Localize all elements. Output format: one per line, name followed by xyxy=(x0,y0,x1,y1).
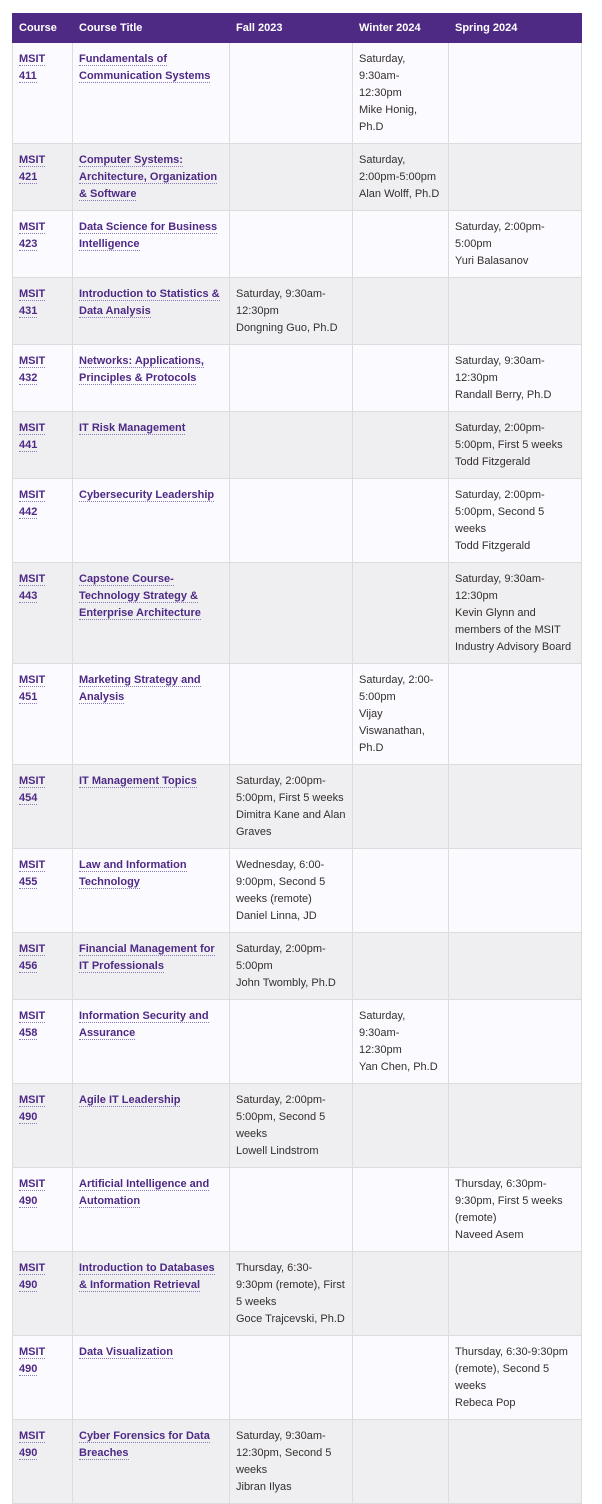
course-title-link[interactable]: Agile IT Leadership xyxy=(79,1094,181,1106)
schedule-time: Saturday, 2:00pm-5:00pm, First 5 weeks xyxy=(455,422,563,451)
winter-2024-cell xyxy=(353,211,449,278)
schedule-time: Saturday, 2:00-5:00pm xyxy=(359,674,434,703)
course-title-link[interactable]: Computer Systems: Architecture, Organization & Software xyxy=(79,154,218,200)
course-code-cell xyxy=(13,345,73,412)
table-row xyxy=(13,849,582,933)
course-title-cell xyxy=(73,278,230,345)
course-title-link[interactable]: Introduction to Databases & Information Retrieval xyxy=(79,1262,215,1291)
spring-2024-cell xyxy=(449,144,582,211)
winter-2024-cell xyxy=(353,345,449,412)
instructor-name: Kevin Glynn and members of the MSIT Industry Advisory Board xyxy=(455,607,572,653)
instructor-name: Yan Chen, Ph.D xyxy=(359,1061,438,1073)
course-title-link[interactable]: Law and Information Technology xyxy=(79,859,187,888)
course-code-link[interactable]: MSIT 490 xyxy=(19,1178,46,1207)
header-course-title: Course Title xyxy=(73,14,230,43)
course-code-link[interactable]: MSIT 454 xyxy=(19,775,46,804)
table-row xyxy=(13,144,582,211)
course-code-link[interactable]: MSIT 441 xyxy=(19,422,46,451)
spring-2024-cell xyxy=(449,1084,582,1168)
spring-2024-cell xyxy=(449,1168,582,1252)
table-row xyxy=(13,479,582,563)
instructor-name: Dimitra Kane and Alan Graves xyxy=(236,809,346,838)
winter-2024-cell xyxy=(353,1000,449,1084)
spring-2024-cell xyxy=(449,664,582,765)
table-row xyxy=(13,43,582,144)
course-title-cell xyxy=(73,1000,230,1084)
schedule-time: Wednesday, 6:00-9:00pm, Second 5 weeks (remote) xyxy=(236,859,326,905)
course-code-link[interactable]: MSIT 451 xyxy=(19,674,46,703)
table-row xyxy=(13,211,582,278)
course-title-link[interactable]: Networks: Applications, Principles & Protocols xyxy=(79,355,204,384)
table-row xyxy=(13,345,582,412)
fall-2023-cell xyxy=(230,1336,353,1420)
fall-2023-cell xyxy=(230,1420,353,1504)
winter-2024-cell xyxy=(353,479,449,563)
course-code-cell xyxy=(13,211,73,278)
instructor-name: Alan Wolff, Ph.D xyxy=(359,188,440,200)
winter-2024-cell xyxy=(353,278,449,345)
schedule-time: Saturday, 9:30am-12:30pm, Second 5 weeks xyxy=(236,1430,332,1476)
fall-2023-cell xyxy=(230,479,353,563)
instructor-name: Todd Fitzgerald xyxy=(455,540,531,552)
course-code-link[interactable]: MSIT 458 xyxy=(19,1010,46,1039)
course-title-cell xyxy=(73,1084,230,1168)
course-code-cell xyxy=(13,849,73,933)
course-code-cell xyxy=(13,479,73,563)
course-title-cell xyxy=(73,345,230,412)
course-code-cell xyxy=(13,664,73,765)
course-title-cell xyxy=(73,479,230,563)
course-title-cell xyxy=(73,849,230,933)
spring-2024-cell xyxy=(449,1420,582,1504)
spring-2024-cell xyxy=(449,933,582,1000)
course-code-link[interactable]: MSIT 455 xyxy=(19,859,46,888)
spring-2024-cell xyxy=(449,1336,582,1420)
instructor-name: Goce Trajcevski, Ph.D xyxy=(236,1313,345,1325)
course-code-link[interactable]: MSIT 423 xyxy=(19,221,46,250)
schedule-time: Saturday, 9:30am-12:30pm xyxy=(455,573,545,602)
course-code-link[interactable]: MSIT 432 xyxy=(19,355,46,384)
instructor-name: Dongning Guo, Ph.D xyxy=(236,322,338,334)
course-title-link[interactable]: Marketing Strategy and Analysis xyxy=(79,674,201,703)
schedule-time: Saturday, 9:30am-12:30pm xyxy=(236,288,326,317)
fall-2023-cell xyxy=(230,563,353,664)
course-title-link[interactable]: Data Visualization xyxy=(79,1346,173,1358)
course-title-link[interactable]: Financial Management for IT Professionals xyxy=(79,943,215,972)
course-title-cell xyxy=(73,933,230,1000)
course-title-cell xyxy=(73,412,230,479)
course-title-link[interactable]: Artificial Intelligence and Automation xyxy=(79,1178,210,1207)
winter-2024-cell xyxy=(353,144,449,211)
spring-2024-cell xyxy=(449,412,582,479)
course-code-link[interactable]: MSIT 490 xyxy=(19,1094,46,1123)
schedule-time: Saturday, 2:00pm-5:00pm xyxy=(236,943,326,972)
instructor-name: Naveed Asem xyxy=(455,1229,524,1241)
fall-2023-cell xyxy=(230,278,353,345)
table-row xyxy=(13,1084,582,1168)
course-title-cell xyxy=(73,765,230,849)
winter-2024-cell xyxy=(353,1336,449,1420)
table-row xyxy=(13,1168,582,1252)
table-body xyxy=(13,43,582,1504)
fall-2023-cell xyxy=(230,849,353,933)
course-title-link[interactable]: IT Management Topics xyxy=(79,775,197,787)
spring-2024-cell xyxy=(449,278,582,345)
winter-2024-cell xyxy=(353,765,449,849)
course-table xyxy=(12,13,582,1504)
instructor-name: Randall Berry, Ph.D xyxy=(455,389,552,401)
table-row xyxy=(13,1000,582,1084)
winter-2024-cell xyxy=(353,849,449,933)
course-title-link[interactable]: Information Security and Assurance xyxy=(79,1010,209,1039)
course-code-link[interactable]: MSIT 456 xyxy=(19,943,46,972)
fall-2023-cell xyxy=(230,664,353,765)
course-title-cell xyxy=(73,664,230,765)
instructor-name: John Twombly, Ph.D xyxy=(236,977,336,989)
spring-2024-cell xyxy=(449,563,582,664)
instructor-name: Rebeca Pop xyxy=(455,1397,516,1409)
course-code-link[interactable]: MSIT 490 xyxy=(19,1346,46,1375)
schedule-time: Thursday, 6:30-9:30pm (remote), First 5 weeks xyxy=(236,1262,345,1308)
fall-2023-cell xyxy=(230,1084,353,1168)
table-row xyxy=(13,1336,582,1420)
course-code-cell xyxy=(13,1336,73,1420)
course-title-cell xyxy=(73,144,230,211)
fall-2023-cell xyxy=(230,412,353,479)
table-row xyxy=(13,1252,582,1336)
instructor-name: Yuri Balasanov xyxy=(455,255,529,267)
course-schedule xyxy=(12,13,581,1504)
schedule-time: Saturday, 9:30am-12:30pm xyxy=(359,1010,406,1056)
header-fall-2023: Fall 2023 xyxy=(230,14,353,43)
course-title-link[interactable]: Cybersecurity Leadership xyxy=(79,489,215,501)
header-course: Course xyxy=(13,14,73,43)
course-code-cell xyxy=(13,43,73,144)
fall-2023-cell xyxy=(230,144,353,211)
header-winter-2024: Winter 2024 xyxy=(353,14,449,43)
winter-2024-cell xyxy=(353,1168,449,1252)
table-row xyxy=(13,278,582,345)
table-row xyxy=(13,765,582,849)
course-title-cell xyxy=(73,43,230,144)
course-code-link[interactable]: MSIT 431 xyxy=(19,288,46,317)
spring-2024-cell xyxy=(449,765,582,849)
course-title-cell xyxy=(73,1420,230,1504)
schedule-time: Thursday, 6:30pm-9:30pm, First 5 weeks (remote) xyxy=(455,1178,563,1224)
table-row xyxy=(13,563,582,664)
spring-2024-cell xyxy=(449,43,582,144)
table-row xyxy=(13,1420,582,1504)
winter-2024-cell xyxy=(353,43,449,144)
winter-2024-cell xyxy=(353,664,449,765)
spring-2024-cell xyxy=(449,849,582,933)
schedule-time: Saturday, 2:00pm-5:00pm, First 5 weeks xyxy=(236,775,344,804)
course-title-link[interactable]: Data Science for Business Intelligence xyxy=(79,221,218,250)
winter-2024-cell xyxy=(353,412,449,479)
winter-2024-cell xyxy=(353,563,449,664)
fall-2023-cell xyxy=(230,345,353,412)
course-code-cell xyxy=(13,1084,73,1168)
course-code-cell xyxy=(13,765,73,849)
spring-2024-cell xyxy=(449,211,582,278)
winter-2024-cell xyxy=(353,1252,449,1336)
course-title-link[interactable]: IT Risk Management xyxy=(79,422,186,434)
instructor-name: Lowell Lindstrom xyxy=(236,1145,319,1157)
table-row xyxy=(13,933,582,1000)
course-code-link[interactable]: MSIT 490 xyxy=(19,1430,46,1459)
fall-2023-cell xyxy=(230,43,353,144)
fall-2023-cell xyxy=(230,1252,353,1336)
course-code-cell xyxy=(13,278,73,345)
winter-2024-cell xyxy=(353,933,449,1000)
schedule-time: Saturday, 9:30am-12:30pm xyxy=(455,355,545,384)
course-title-link[interactable]: Fundamentals of Communication Systems xyxy=(79,53,211,82)
course-code-link[interactable]: MSIT 490 xyxy=(19,1262,46,1291)
table-row xyxy=(13,412,582,479)
winter-2024-cell xyxy=(353,1084,449,1168)
course-title-cell xyxy=(73,1252,230,1336)
schedule-time: Saturday, 2:00pm-5:00pm xyxy=(455,221,545,250)
header-spring-2024: Spring 2024 xyxy=(449,14,582,43)
course-title-link[interactable]: Introduction to Statistics & Data Analysis xyxy=(79,288,220,317)
spring-2024-cell xyxy=(449,1252,582,1336)
spring-2024-cell xyxy=(449,479,582,563)
course-code-cell xyxy=(13,412,73,479)
spring-2024-cell xyxy=(449,1000,582,1084)
course-code-link[interactable]: MSIT 442 xyxy=(19,489,46,518)
fall-2023-cell xyxy=(230,1000,353,1084)
instructor-name: Vijay Viswanathan, Ph.D xyxy=(359,708,425,754)
schedule-time: Saturday, 2:00pm-5:00pm, Second 5 weeks xyxy=(236,1094,326,1140)
course-title-link[interactable]: Cyber Forensics for Data Breaches xyxy=(79,1430,210,1459)
winter-2024-cell xyxy=(353,1420,449,1504)
schedule-time: Saturday, 9:30am-12:30pm xyxy=(359,53,406,99)
course-title-cell xyxy=(73,211,230,278)
course-code-link[interactable]: MSIT 443 xyxy=(19,573,46,602)
course-code-cell xyxy=(13,933,73,1000)
course-code-cell xyxy=(13,563,73,664)
schedule-time: Thursday, 6:30-9:30pm (remote), Second 5 weeks xyxy=(455,1346,568,1392)
instructor-name: Daniel Linna, JD xyxy=(236,910,317,922)
fall-2023-cell xyxy=(230,1168,353,1252)
table-row xyxy=(13,664,582,765)
schedule-time: Saturday, 2:00pm-5:00pm, Second 5 weeks xyxy=(455,489,545,535)
table-header-row xyxy=(13,14,582,43)
course-code-link[interactable]: MSIT 421 xyxy=(19,154,46,183)
fall-2023-cell xyxy=(230,933,353,1000)
instructor-name: Jibran Ilyas xyxy=(236,1481,292,1493)
fall-2023-cell xyxy=(230,765,353,849)
course-title-link[interactable]: Capstone Course-Technology Strategy & Enterprise Architecture xyxy=(79,573,201,619)
instructor-name: Mike Honig, Ph.D xyxy=(359,104,418,133)
course-title-cell xyxy=(73,1168,230,1252)
course-code-cell xyxy=(13,1000,73,1084)
course-code-cell xyxy=(13,1420,73,1504)
course-code-cell xyxy=(13,1168,73,1252)
course-code-cell xyxy=(13,144,73,211)
course-title-cell xyxy=(73,563,230,664)
instructor-name: Todd Fitzgerald xyxy=(455,456,531,468)
course-code-cell xyxy=(13,1252,73,1336)
schedule-time: Saturday, 2:00pm-5:00pm xyxy=(359,154,437,183)
course-code-link[interactable]: MSIT 411 xyxy=(19,53,46,82)
fall-2023-cell xyxy=(230,211,353,278)
spring-2024-cell xyxy=(449,345,582,412)
course-title-cell xyxy=(73,1336,230,1420)
